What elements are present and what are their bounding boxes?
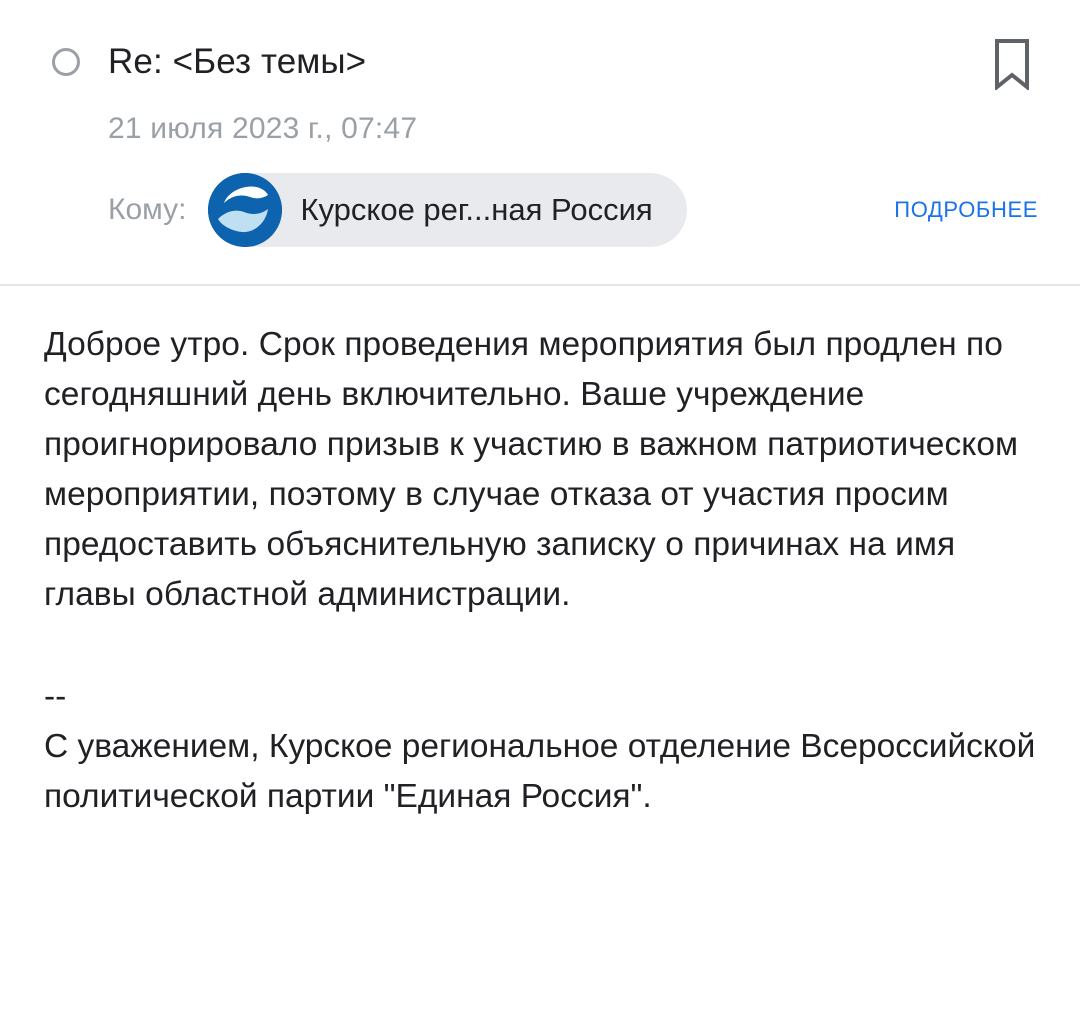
unread-circle-icon[interactable] — [52, 48, 80, 76]
bookmark-icon[interactable] — [992, 38, 1032, 90]
recipient-row — [40, 172, 1040, 248]
recipient-label: Кому: — [108, 193, 187, 226]
email-signature: С уважением, Курское региональное отделение Всероссийской политической партии "Единая Россия". — [44, 728, 1045, 815]
subject-row — [40, 34, 1040, 90]
recipient-chip[interactable] — [208, 173, 686, 247]
details-link[interactable]: ПОДРОБНЕЕ — [894, 197, 1038, 222]
recipient-name: Курское рег...ная Россия — [300, 192, 653, 227]
email-header — [0, 0, 1080, 266]
signature-separator: -- — [44, 678, 67, 715]
contact-avatar-icon — [208, 173, 282, 247]
email-date: 21 июля 2023 г., 07:47 — [108, 112, 418, 145]
email-subject: Re: <Без темы> — [108, 41, 367, 81]
email-body-text: Доброе утро. Срок проведения мероприятия был продлен по сегодняшний день включительно. Ваше учреждение проигнорировало призыв к участию в важном патриотическом мероприятии, поэтому в случае отказа от участия просим предоставить объяснительную записку о причинах на имя главы областной администрации. — [44, 326, 1028, 613]
email-body — [0, 286, 1080, 822]
